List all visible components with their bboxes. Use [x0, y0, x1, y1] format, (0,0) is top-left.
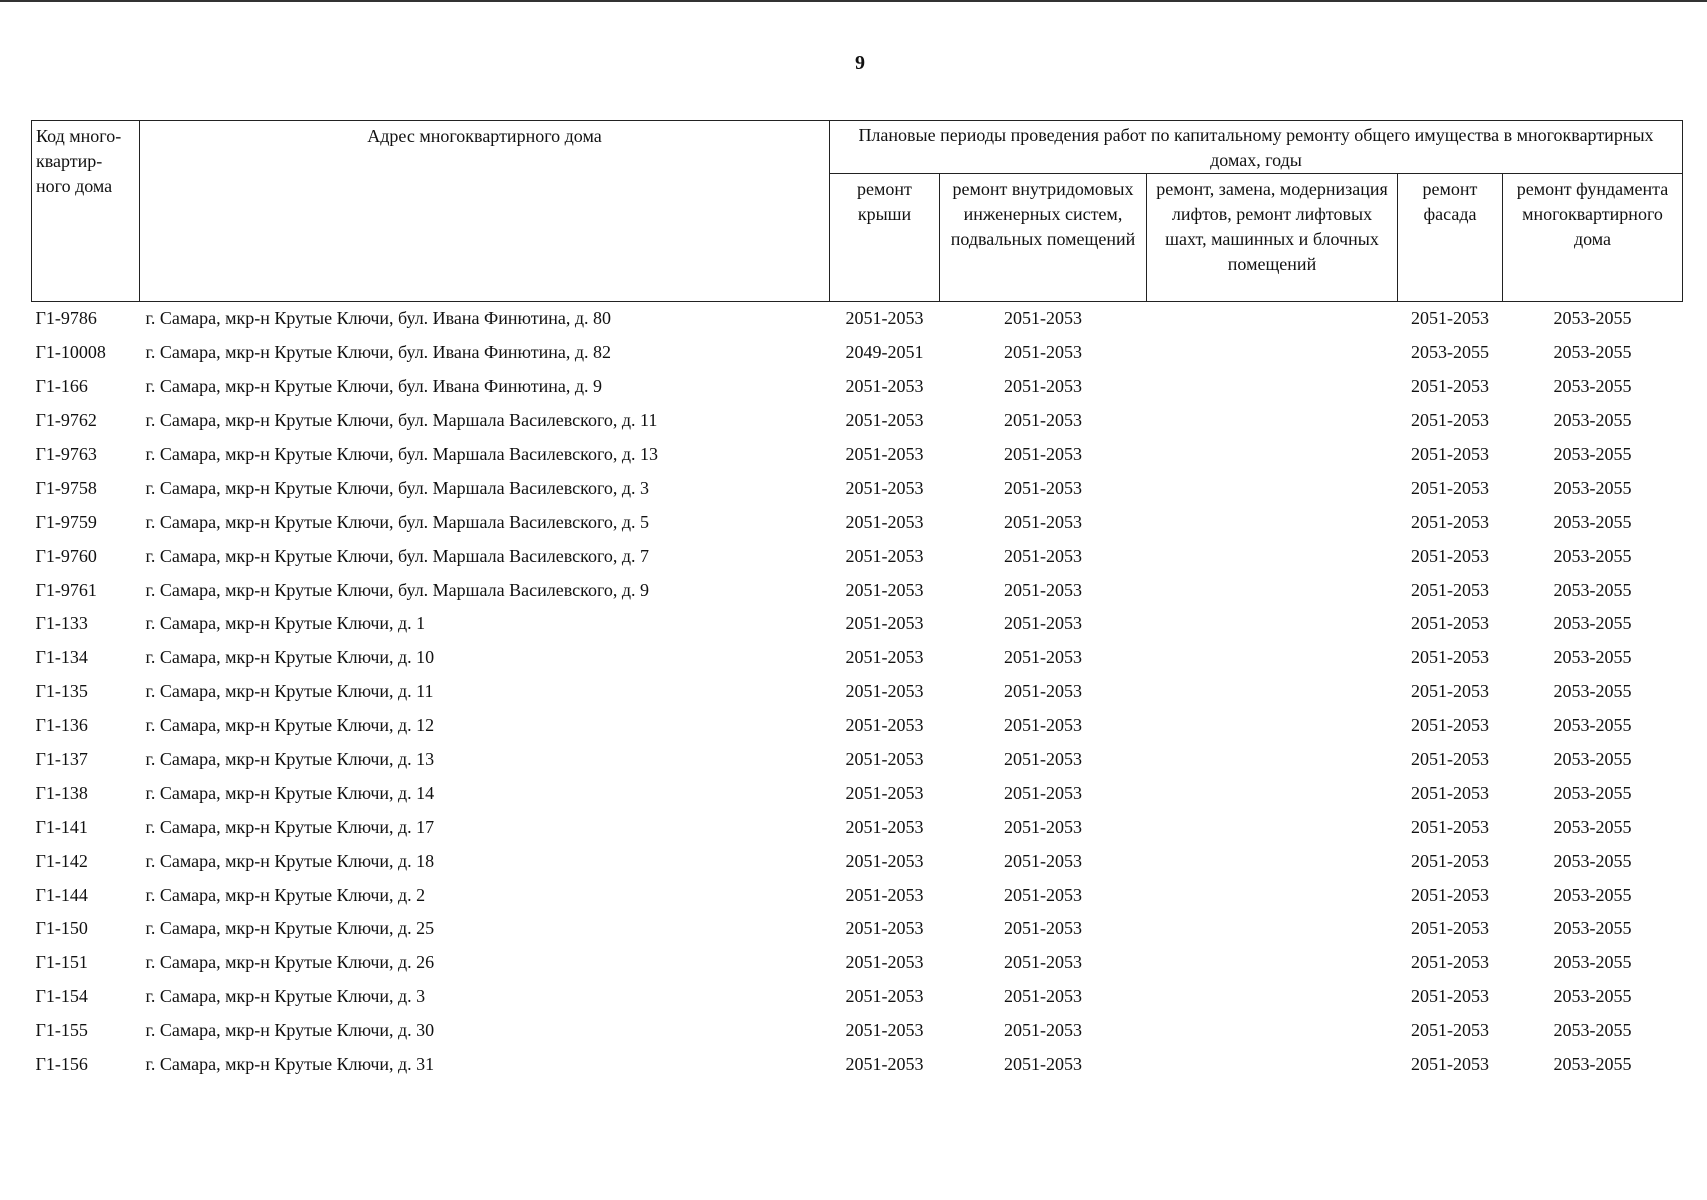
engineering-period-cell: 2051-2053	[1004, 545, 1082, 566]
roof-period-cell: 2049-2051	[845, 342, 924, 363]
house-code-cell: Г1-154	[35, 986, 88, 1007]
lifts-period-cell	[1147, 539, 1398, 573]
roof-period-cell: 2051-2053	[845, 613, 924, 634]
roof-period-cell: 2051-2053	[845, 816, 924, 837]
roof-period-cell: 2051-2053	[845, 511, 924, 532]
foundation-period-cell: 2053-2055	[1553, 681, 1632, 702]
facade-period-cell: 2051-2053	[1411, 613, 1489, 634]
facade-period-cell: 2051-2053	[1411, 850, 1489, 871]
lifts-period-cell	[1147, 505, 1398, 539]
address-cell: г. Самара, мкр-н Крутые Ключи, бул. Маршала Василевского, д. 13	[145, 444, 659, 464]
address-cell: г. Самара, мкр-н Крутые Ключи, бул. Ивана Финютина, д. 80	[145, 308, 612, 329]
engineering-period-cell: 2051-2053	[1004, 918, 1082, 939]
table-row	[32, 505, 1683, 539]
engineering-period-cell: 2051-2053	[1004, 681, 1082, 702]
header-roof: ремонт крыши	[830, 174, 940, 302]
house-code-cell: Г1-151	[35, 952, 88, 973]
lifts-period-cell	[1147, 573, 1398, 607]
engineering-period-cell: 2051-2053	[1004, 308, 1082, 329]
house-code-cell: Г1-9759	[35, 511, 97, 532]
table-row	[32, 776, 1683, 810]
address-cell: г. Самара, мкр-н Крутые Ключи, бул. Маршала Василевского, д. 7	[145, 545, 650, 566]
roof-period-cell: 2051-2053	[845, 376, 924, 397]
lifts-period-cell	[1147, 438, 1398, 472]
engineering-period-cell: 2051-2053	[1004, 749, 1082, 770]
house-code-cell: Г1-10008	[35, 342, 106, 363]
engineering-period-cell: 2051-2053	[1004, 1054, 1082, 1075]
table-row	[32, 810, 1683, 844]
house-code-cell: Г1-155	[35, 1020, 88, 1041]
table-row	[32, 438, 1683, 472]
engineering-period-cell: 2051-2053	[1004, 850, 1082, 871]
foundation-period-cell: 2053-2055	[1553, 918, 1632, 939]
table-row	[32, 709, 1683, 743]
roof-period-cell: 2051-2053	[845, 545, 924, 566]
lifts-period-cell	[1147, 912, 1398, 946]
foundation-period-cell: 2053-2055	[1553, 511, 1632, 532]
house-code-cell: Г1-144	[35, 884, 88, 905]
table-row	[32, 1048, 1683, 1082]
table-row	[32, 641, 1683, 675]
house-code-cell: Г1-9762	[35, 410, 97, 431]
roof-period-cell: 2051-2053	[845, 681, 924, 702]
header-code: Код много-квартир-ного дома	[32, 121, 140, 302]
table-row	[32, 675, 1683, 709]
facade-period-cell: 2051-2053	[1411, 782, 1489, 803]
facade-period-cell: 2051-2053	[1411, 816, 1489, 837]
facade-period-cell: 2051-2053	[1411, 715, 1489, 736]
table-row	[32, 946, 1683, 980]
foundation-period-cell: 2053-2055	[1553, 952, 1632, 973]
lifts-period-cell	[1147, 743, 1398, 777]
foundation-period-cell: 2053-2055	[1553, 308, 1632, 329]
roof-period-cell: 2051-2053	[845, 579, 924, 600]
house-code-cell: Г1-9761	[35, 579, 97, 600]
roof-period-cell: 2051-2053	[845, 444, 924, 464]
house-code-cell: Г1-135	[35, 681, 88, 702]
header-address: Адрес многоквартирного дома	[140, 121, 830, 302]
foundation-period-cell: 2053-2055	[1553, 715, 1632, 736]
house-code-cell: Г1-9760	[35, 545, 97, 566]
address-cell: г. Самара, мкр-н Крутые Ключи, д. 13	[145, 749, 435, 770]
address-cell: г. Самара, мкр-н Крутые Ключи, д. 10	[145, 647, 435, 668]
facade-period-cell: 2051-2053	[1411, 1054, 1489, 1075]
foundation-period-cell: 2053-2055	[1553, 579, 1632, 600]
top-rule	[0, 0, 1707, 2]
house-code-cell: Г1-9758	[35, 477, 97, 498]
capital-repair-table	[31, 120, 1683, 1081]
foundation-period-cell: 2053-2055	[1553, 444, 1632, 464]
page-number: 9	[855, 52, 865, 74]
engineering-period-cell: 2051-2053	[1004, 1020, 1082, 1041]
table-row	[32, 404, 1683, 438]
roof-period-cell: 2051-2053	[845, 918, 924, 939]
engineering-period-cell: 2051-2053	[1004, 647, 1082, 668]
address-cell: г. Самара, мкр-н Крутые Ключи, бул. Ивана Финютина, д. 9	[145, 376, 603, 397]
header-periods-group: Плановые периоды проведения работ по капитальному ремонту общего имущества в многоквартирных домах, годы	[830, 121, 1683, 174]
facade-period-cell: 2053-2055	[1411, 342, 1489, 363]
facade-period-cell: 2051-2053	[1411, 681, 1489, 702]
foundation-period-cell: 2053-2055	[1553, 342, 1632, 363]
address-cell: г. Самара, мкр-н Крутые Ключи, д. 31	[145, 1054, 435, 1075]
house-code-cell: Г1-156	[35, 1054, 88, 1075]
facade-period-cell: 2051-2053	[1411, 986, 1489, 1007]
facade-period-cell: 2051-2053	[1411, 884, 1489, 905]
house-code-cell: Г1-166	[35, 376, 88, 397]
roof-period-cell: 2051-2053	[845, 749, 924, 770]
engineering-period-cell: 2051-2053	[1004, 410, 1082, 431]
address-cell: г. Самара, мкр-н Крутые Ключи, д. 26	[145, 952, 435, 973]
address-cell: г. Самара, мкр-н Крутые Ключи, д. 2	[145, 884, 426, 905]
house-code-cell: Г1-138	[35, 782, 88, 803]
lifts-period-cell	[1147, 1014, 1398, 1048]
address-cell: г. Самара, мкр-н Крутые Ключи, д. 14	[145, 782, 435, 803]
table-row	[32, 302, 1683, 336]
roof-period-cell: 2051-2053	[845, 308, 924, 329]
engineering-period-cell: 2051-2053	[1004, 952, 1082, 973]
foundation-period-cell: 2053-2055	[1553, 613, 1632, 634]
foundation-period-cell: 2053-2055	[1553, 477, 1632, 498]
lifts-period-cell	[1147, 607, 1398, 641]
engineering-period-cell: 2051-2053	[1004, 444, 1082, 464]
roof-period-cell: 2051-2053	[845, 477, 924, 498]
header-engineering: ремонт внутридомовых инженерных систем, подвальных помещений	[940, 174, 1147, 302]
roof-period-cell: 2051-2053	[845, 850, 924, 871]
table-row	[32, 980, 1683, 1014]
foundation-period-cell: 2053-2055	[1553, 410, 1632, 431]
roof-period-cell: 2051-2053	[845, 782, 924, 803]
facade-period-cell: 2051-2053	[1411, 647, 1489, 668]
facade-period-cell: 2051-2053	[1411, 511, 1489, 532]
engineering-period-cell: 2051-2053	[1004, 986, 1082, 1007]
lifts-period-cell	[1147, 302, 1398, 336]
address-cell: г. Самара, мкр-н Крутые Ключи, бул. Ивана Финютина, д. 82	[145, 342, 612, 363]
address-cell: г. Самара, мкр-н Крутые Ключи, д. 18	[145, 850, 435, 871]
foundation-period-cell: 2053-2055	[1553, 376, 1632, 397]
address-cell: г. Самара, мкр-н Крутые Ключи, д. 1	[145, 613, 426, 634]
house-code-cell: Г1-141	[35, 816, 88, 837]
lifts-period-cell	[1147, 675, 1398, 709]
lifts-period-cell	[1147, 810, 1398, 844]
lifts-period-cell	[1147, 776, 1398, 810]
house-code-cell: Г1-136	[35, 715, 88, 736]
roof-period-cell: 2051-2053	[845, 952, 924, 973]
address-cell: г. Самара, мкр-н Крутые Ключи, бул. Маршала Василевского, д. 11	[145, 410, 658, 431]
table-row	[32, 912, 1683, 946]
address-cell: г. Самара, мкр-н Крутые Ключи, д. 12	[145, 715, 435, 736]
foundation-period-cell: 2053-2055	[1553, 1020, 1632, 1041]
table-row	[32, 607, 1683, 641]
engineering-period-cell: 2051-2053	[1004, 376, 1082, 397]
roof-period-cell: 2051-2053	[845, 1020, 924, 1041]
lifts-period-cell	[1147, 336, 1398, 370]
house-code-cell: Г1-150	[35, 918, 88, 939]
foundation-period-cell: 2053-2055	[1553, 850, 1632, 871]
engineering-period-cell: 2051-2053	[1004, 816, 1082, 837]
lifts-period-cell	[1147, 370, 1398, 404]
house-code-cell: Г1-134	[35, 647, 88, 668]
table-row	[32, 844, 1683, 878]
facade-period-cell: 2051-2053	[1411, 545, 1489, 566]
address-cell: г. Самара, мкр-н Крутые Ключи, бул. Маршала Василевского, д. 9	[145, 579, 650, 600]
roof-period-cell: 2051-2053	[845, 715, 924, 736]
facade-period-cell: 2051-2053	[1411, 918, 1489, 939]
address-cell: г. Самара, мкр-н Крутые Ключи, д. 11	[145, 681, 434, 702]
table-row	[32, 573, 1683, 607]
lifts-period-cell	[1147, 641, 1398, 675]
lifts-period-cell	[1147, 1048, 1398, 1082]
engineering-period-cell: 2051-2053	[1004, 884, 1082, 905]
address-cell: г. Самара, мкр-н Крутые Ключи, д. 30	[145, 1020, 435, 1041]
roof-period-cell: 2051-2053	[845, 647, 924, 668]
foundation-period-cell: 2053-2055	[1553, 749, 1632, 770]
facade-period-cell: 2051-2053	[1411, 477, 1489, 498]
engineering-period-cell: 2051-2053	[1004, 511, 1082, 532]
lifts-period-cell	[1147, 471, 1398, 505]
house-code-cell: Г1-137	[35, 749, 88, 770]
engineering-period-cell: 2051-2053	[1004, 613, 1082, 634]
roof-period-cell: 2051-2053	[845, 1054, 924, 1075]
engineering-period-cell: 2051-2053	[1004, 342, 1082, 363]
header-lifts: ремонт, замена, модернизация лифтов, ремонт лифтовых шахт, машинных и блочных помещений	[1147, 174, 1398, 302]
facade-period-cell: 2051-2053	[1411, 749, 1489, 770]
house-code-cell: Г1-9786	[35, 308, 97, 329]
foundation-period-cell: 2053-2055	[1553, 884, 1632, 905]
engineering-period-cell: 2051-2053	[1004, 477, 1082, 498]
table-row	[32, 743, 1683, 777]
foundation-period-cell: 2053-2055	[1553, 545, 1632, 566]
facade-period-cell: 2051-2053	[1411, 308, 1489, 329]
facade-period-cell: 2051-2053	[1411, 579, 1489, 600]
lifts-period-cell	[1147, 878, 1398, 912]
lifts-period-cell	[1147, 980, 1398, 1014]
lifts-period-cell	[1147, 946, 1398, 980]
roof-period-cell: 2051-2053	[845, 410, 924, 431]
table-row	[32, 471, 1683, 505]
table-row	[32, 336, 1683, 370]
table-row	[32, 878, 1683, 912]
roof-period-cell: 2051-2053	[845, 986, 924, 1007]
table-body	[32, 302, 1683, 1082]
house-code-cell: Г1-142	[35, 850, 88, 871]
foundation-period-cell: 2053-2055	[1553, 647, 1632, 668]
table-header	[32, 121, 1683, 302]
lifts-period-cell	[1147, 404, 1398, 438]
facade-period-cell: 2051-2053	[1411, 410, 1489, 431]
address-cell: г. Самара, мкр-н Крутые Ключи, д. 17	[145, 816, 435, 837]
lifts-period-cell	[1147, 844, 1398, 878]
facade-period-cell: 2051-2053	[1411, 952, 1489, 973]
header-facade: ремонт фасада	[1398, 174, 1503, 302]
lifts-period-cell	[1147, 709, 1398, 743]
facade-period-cell: 2051-2053	[1411, 1020, 1489, 1041]
engineering-period-cell: 2051-2053	[1004, 782, 1082, 803]
facade-period-cell: 2051-2053	[1411, 376, 1489, 397]
house-code-cell: Г1-133	[35, 613, 88, 634]
address-cell: г. Самара, мкр-н Крутые Ключи, бул. Маршала Василевского, д. 3	[145, 477, 650, 498]
engineering-period-cell: 2051-2053	[1004, 715, 1082, 736]
engineering-period-cell: 2051-2053	[1004, 579, 1082, 600]
foundation-period-cell: 2053-2055	[1553, 816, 1632, 837]
foundation-period-cell: 2053-2055	[1553, 986, 1632, 1007]
foundation-period-cell: 2053-2055	[1553, 1054, 1632, 1075]
table-row	[32, 539, 1683, 573]
address-cell: г. Самара, мкр-н Крутые Ключи, д. 3	[145, 986, 426, 1007]
address-cell: г. Самара, мкр-н Крутые Ключи, д. 25	[145, 918, 435, 939]
foundation-period-cell: 2053-2055	[1553, 782, 1632, 803]
facade-period-cell: 2051-2053	[1411, 444, 1489, 464]
table-row	[32, 1014, 1683, 1048]
header-foundation: ремонт фундамента многоквартирного дома	[1503, 174, 1683, 302]
house-code-cell: Г1-9763	[35, 444, 97, 464]
address-cell: г. Самара, мкр-н Крутые Ключи, бул. Маршала Василевского, д. 5	[145, 511, 650, 532]
roof-period-cell: 2051-2053	[845, 884, 924, 905]
table-row	[32, 370, 1683, 404]
